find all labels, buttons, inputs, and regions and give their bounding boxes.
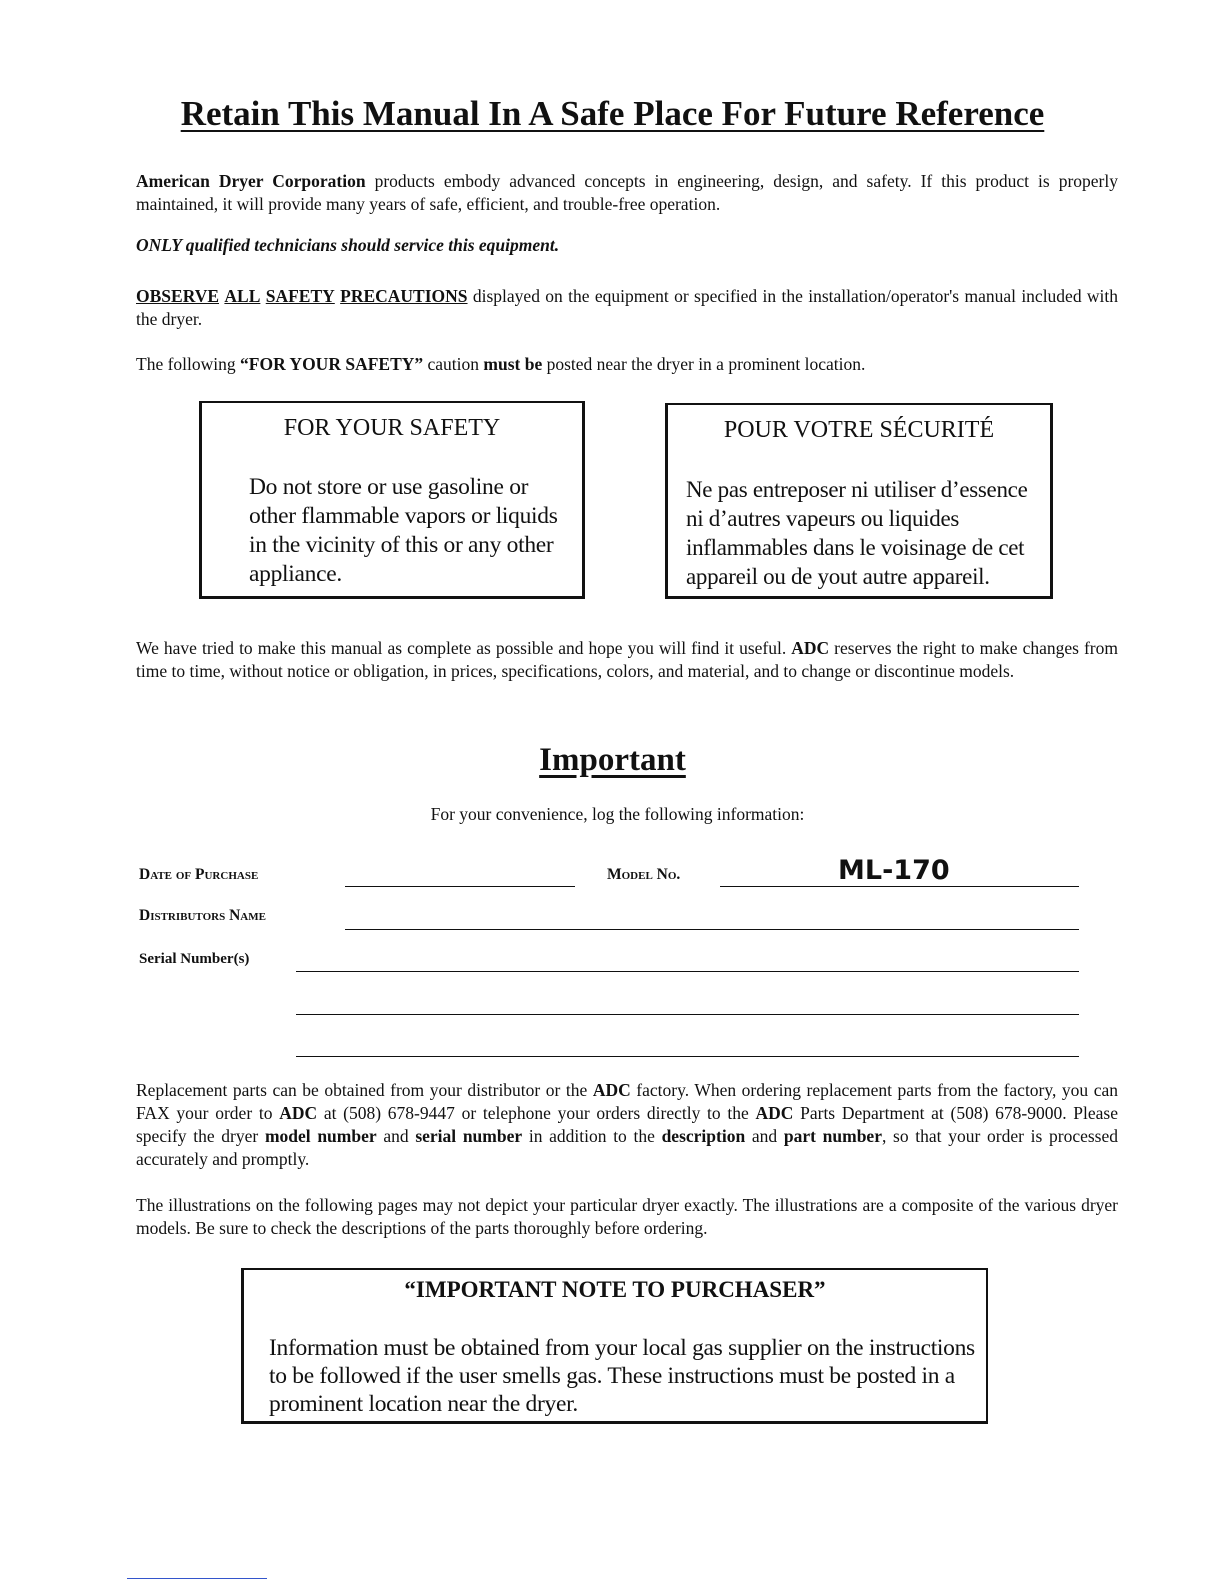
safety-en-line: other flammable vapors or liquids bbox=[249, 503, 558, 529]
safety-box-english bbox=[199, 401, 585, 599]
precautions-word: PRECAUTIONS bbox=[340, 286, 468, 306]
rp-adc: ADC bbox=[592, 1080, 631, 1100]
rp-text: Parts Department at (508) 678-9000. Please specify the dryer bbox=[136, 1103, 1119, 1146]
date-of-purchase-label: Date of Purchase bbox=[139, 866, 259, 883]
important-subtitle: For your convenience, log the following information: bbox=[430, 804, 805, 824]
disclaimer-adc: ADC bbox=[791, 638, 830, 658]
serial-numbers-label: Serial Number(s) bbox=[139, 951, 250, 967]
safety-en-line: in the vicinity of this or any other bbox=[249, 532, 554, 558]
rp-text: factory. When ordering replacement parts from the factory, you can FAX your order to bbox=[136, 1080, 1118, 1123]
safety-fr-line: Ne pas entreposer ni utiliser d’essence bbox=[686, 477, 1028, 502]
safety-fr-line: ni d’autres vapeurs ou liquides bbox=[686, 506, 960, 531]
posting-text-c: caution bbox=[423, 354, 484, 374]
intro-paragraph bbox=[136, 170, 1118, 216]
posting-text-a: The following bbox=[136, 354, 241, 374]
date-of-purchase-line[interactable] bbox=[345, 886, 575, 887]
rp-text: , so that your order is processed accurately and promptly. bbox=[136, 1126, 1118, 1169]
distributors-name-label: Distributors Name bbox=[139, 907, 266, 924]
safety-fr-line: appareil ou de yout autre appareil. bbox=[686, 564, 990, 589]
rp-text: and bbox=[745, 1126, 784, 1146]
safety-fr-line: inflammables dans le voisinage de cet bbox=[686, 535, 1025, 560]
model-no-value: ML-170 bbox=[838, 855, 950, 886]
all-word: ALL bbox=[224, 286, 261, 306]
safety-box-french-text bbox=[686, 475, 1027, 591]
safety-word: SAFETY bbox=[265, 286, 335, 306]
model-no-line[interactable] bbox=[720, 886, 1079, 887]
posting-paragraph bbox=[136, 353, 1118, 376]
rp-text: Replacement parts can be obtained from your distributor or the bbox=[136, 1080, 593, 1100]
disclaimer-text-a: We have tried to make this manual as complete as possible and hope you will find it useful. bbox=[136, 638, 792, 658]
model-no-label: Model No. bbox=[607, 866, 681, 883]
observe-word: OBSERVE bbox=[136, 286, 220, 306]
safety-box-english-text bbox=[249, 473, 558, 589]
posting-text-e: posted near the dryer in a prominent location. bbox=[542, 354, 866, 374]
page-title: Retain This Manual In A Safe Place For Future Reference bbox=[180, 94, 1045, 133]
safety-en-line: appliance. bbox=[249, 561, 342, 587]
purchaser-note-line: Information must be obtained from your local gas supplier on the instructions bbox=[269, 1335, 975, 1361]
company-name: American Dryer Corporation bbox=[136, 171, 366, 191]
rp-text: in addition to the bbox=[522, 1126, 662, 1146]
safety-box-french bbox=[665, 403, 1053, 599]
illustrations-paragraph: The illustrations on the following pages may not depict your particular dryer exactly. The illustrations are a composite of the various dryer models. Be sure to check the descriptions of the parts thoroughly before ordering. bbox=[136, 1195, 1118, 1238]
rp-description: description bbox=[661, 1126, 746, 1146]
intro-text: products embody advanced concepts in engineering, design, and safety. If this product is properly maintained, it will provide many years of safe, efficient, and trouble-free operation. bbox=[136, 171, 1118, 214]
posting-caution-name: “FOR YOUR SAFETY” bbox=[240, 354, 424, 374]
serial-number-line[interactable] bbox=[296, 1014, 1079, 1015]
serial-number-line[interactable] bbox=[296, 971, 1079, 972]
observe-rest: displayed on the equipment or specified in the installation/operator's manual included with the dryer. bbox=[136, 286, 1119, 329]
rp-adc: ADC bbox=[279, 1103, 318, 1123]
rp-adc: ADC bbox=[755, 1103, 794, 1123]
rp-text: and bbox=[376, 1126, 416, 1146]
manual-disclaimer bbox=[136, 637, 1118, 683]
purchaser-note-box bbox=[241, 1268, 988, 1424]
footer-link-underline bbox=[127, 1578, 267, 1579]
distributors-name-line[interactable] bbox=[345, 929, 1079, 930]
purchaser-note-line: to be followed if the user smells gas. These instructions must be posted in a bbox=[269, 1363, 955, 1389]
safety-en-line: Do not store or use gasoline or bbox=[249, 474, 529, 500]
purchaser-note-text bbox=[269, 1334, 975, 1418]
rp-serial-number: serial number bbox=[415, 1126, 523, 1146]
replacement-parts-paragraph bbox=[136, 1079, 1118, 1171]
safety-box-french-heading: POUR VOTRE SÉCURITÉ bbox=[723, 417, 995, 443]
rp-model-number: model number bbox=[264, 1126, 377, 1146]
rp-text: at (508) 678-9447 or telephone your orders directly to the bbox=[317, 1103, 756, 1123]
purchaser-note-line: prominent location near the dryer. bbox=[269, 1391, 578, 1417]
serial-number-line[interactable] bbox=[296, 1056, 1079, 1057]
important-heading: Important bbox=[539, 742, 686, 778]
qualified-notice: ONLY qualified technicians should service this equipment. bbox=[136, 235, 560, 255]
disclaimer-text-c: reserves the right to make changes from time to time, without notice or obligation, in prices, specifications, colors, and material, and to change or discontinue models. bbox=[136, 638, 1118, 681]
safety-box-english-heading: FOR YOUR SAFETY bbox=[283, 415, 501, 441]
observe-paragraph bbox=[136, 285, 1118, 331]
purchaser-note-heading: “IMPORTANT NOTE TO PURCHASER” bbox=[404, 1277, 826, 1302]
rp-part-number: part number bbox=[783, 1126, 882, 1146]
posting-must-be: must be bbox=[483, 354, 543, 374]
